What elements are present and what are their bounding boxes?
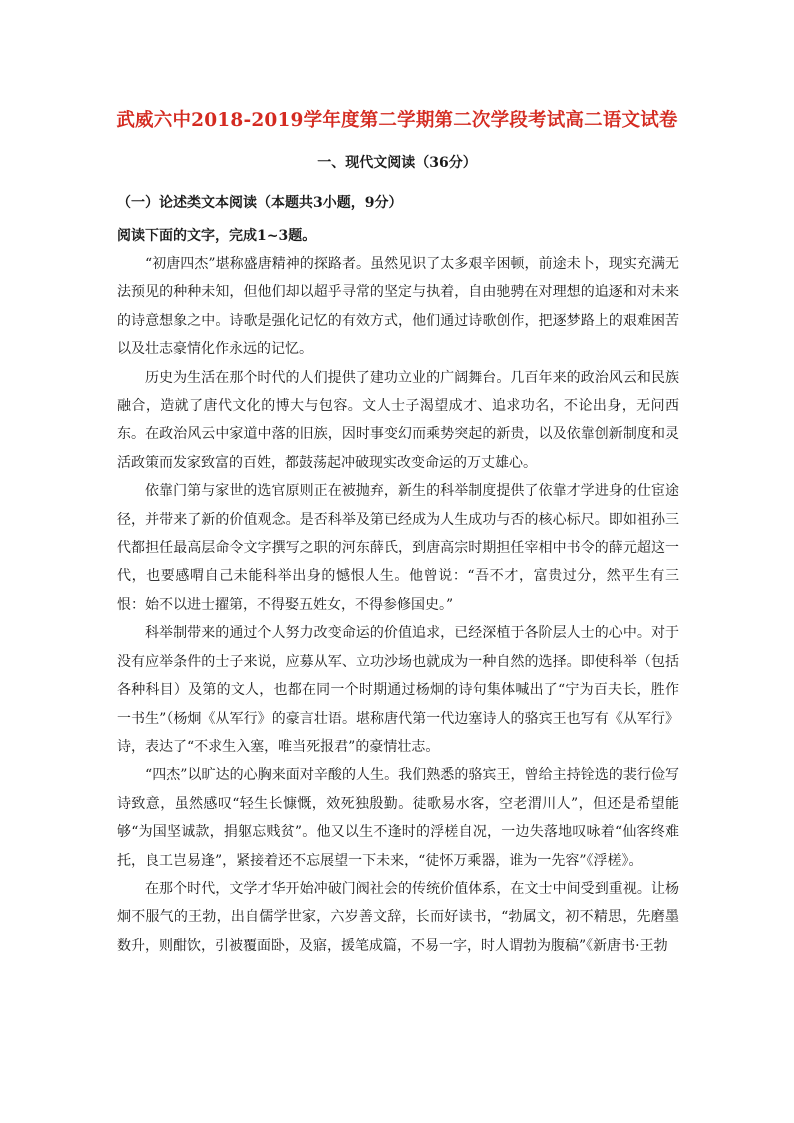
- passage-paragraph: “四杰”以旷达的心胸来面对辛酸的人生。我们熟悉的骆宾王，曾给主持铨选的裴行俭写诗致意，虽然感叹“轻生长慷慨，效死独殷勤。徒歌易水客，空老渭川人”，但还是希望能够“为国坚诚款，捐躯忘贱贫”。他又以生不逢时的浮槎自况，一边失落地叹咏着“仙客终难托，良工岂易逢”，紧接着还不忘展望一下未来，“徒怀万乘器，谁为一先容”《浮槎》。: [117, 767, 679, 869]
- exam-title: 武威六中2018-2019学年度第二学期第二次学段考试高二语文试卷: [116, 110, 678, 131]
- passage-paragraph: “初唐四杰”堪称盛唐精神的探路者。虽然见识了太多艰辛困顿，前途未卜，现实充满无法预见的种种未知，但他们却以超乎寻常的坚定与执着，自由驰骋在对理想的追逐和对未来的诗意想象之中。诗歌是强化记忆的有效方式，他们通过诗歌创作，把逐梦路上的艰难困苦以及壮志豪情化作永远的记忆。: [117, 256, 679, 358]
- passage-paragraph: 历史为生活在那个时代的人们提供了建功立业的广阔舞台。几百年来的政治风云和民族融合，造就了唐代文化的博大与包容。文人士子渴望成才、追求功名，不论出身，无问西东。在政治风云中家道中落的旧族，因时事变幻而乘势突起的新贵，以及依靠创新制度和灵活政策而发家致富的百姓，都鼓荡起冲破现实改变命运的万丈雄心。: [117, 369, 679, 471]
- passage-paragraph: 依靠门第与家世的选官原则正在被抛弃，新生的科举制度提供了依靠才学进身的仕宦途径，并带来了新的价值观念。是否科举及第已经成为人生成功与否的核心标尺。即如祖孙三代都担任最高层命令文字撰写之职的河东薛氏，到唐高宗时期担任宰相中书令的薛元超这一代，也要感喟自己未能科举出身的憾恨人生。他曾说：“吾不才，富贵过分，然平生有三恨：始不以进士擢第，不得娶五姓女，不得参修国史。”: [117, 483, 679, 613]
- passage-paragraph: 在那个时代，文学才华开始冲破门阀社会的传统价值体系，在文士中间受到重视。让杨炯不服气的王勃，出自儒学世家，六岁善文辞，长而好读书，“勃属文，初不精思，先磨墨数升，则酣饮，引被覆面卧，及寤，援笔成篇，不易一字，时人谓勃为腹稿”《新唐书·王勃: [117, 880, 679, 954]
- passage-paragraph: 科举制带来的通过个人努力改变命运的价值追求，已经深植于各阶层人士的心中。对于没有应举条件的士子来说，应募从军、立功沙场也就成为一种自然的选择。即使科举（包括各种科目）及第的文人，也都在同一个时期通过杨炯的诗句集体喊出了“宁为百夫长，胜作一书生”（杨炯《从军行》的豪言壮语。堪称唐代第一代边塞诗人的骆宾王也写有《从军行》诗，表达了“不求生入塞，唯当死报君”的豪情壮志。: [117, 625, 679, 755]
- passage-body: [117, 250, 679, 960]
- subsection-heading: （一）论述类文本阅读（本题共3小题，9分）: [117, 195, 403, 211]
- reading-instruction: 阅读下面的文字，完成1~3题。: [117, 228, 317, 244]
- section-heading: 一、现代文阅读（36分）: [317, 155, 477, 171]
